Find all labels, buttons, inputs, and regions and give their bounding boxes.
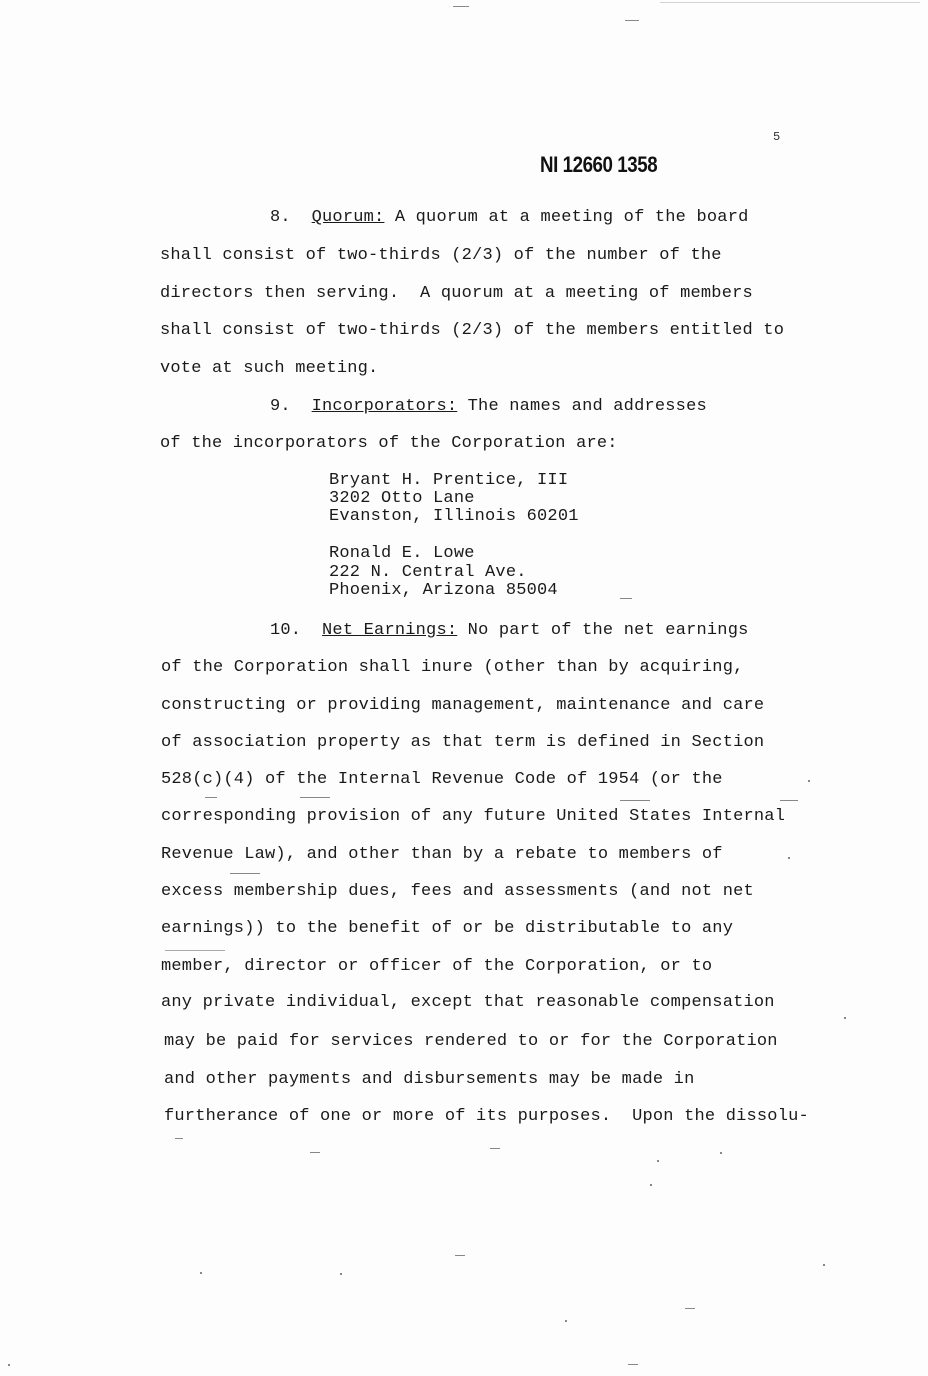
section-10-text-line: constructing or providing management, maintenance and care (161, 696, 765, 715)
scan-speck (340, 1273, 342, 1275)
scan-speck (490, 1148, 500, 1149)
scan-speck (175, 1138, 183, 1139)
section-10-text-line: furtherance of one or more of its purposes. Upon the dissolu- (164, 1107, 809, 1126)
scan-speck (565, 1320, 567, 1322)
section-8-first-line (270, 208, 749, 228)
section-9-text-line-2: of the incorporators of the Corporation are: (160, 434, 618, 453)
scan-speck (780, 800, 798, 801)
section-9-first-line (270, 397, 707, 417)
incorporator-1-street: 3202 Otto Lane (329, 489, 475, 508)
section-8-number: 8. (270, 208, 291, 227)
section-8-heading: Quorum: (311, 208, 385, 227)
section-9-heading: Incorporators: (311, 397, 458, 416)
scan-speck (788, 857, 790, 859)
section-10-text-line: may be paid for services rendered to or for the Corporation (164, 1032, 778, 1051)
section-10-text-line: of association property as that term is defined in Section (161, 733, 765, 752)
section-8-text-line-2: shall consist of two-thirds (2/3) of the number of the (160, 246, 722, 265)
scan-speck (453, 6, 469, 7)
section-10-number: 10. (270, 621, 302, 640)
scan-speck (620, 800, 650, 801)
scan-speck (823, 1264, 825, 1266)
scan-speck (625, 20, 639, 21)
section-9-number: 9. (270, 397, 291, 416)
section-10-text-line: excess membership dues, fees and assessments (and not net (161, 882, 754, 901)
incorporator-1-name: Bryant H. Prentice, III (329, 471, 569, 490)
scan-speck (685, 1308, 695, 1309)
scan-speck (455, 1255, 465, 1256)
section-10-text-line: corresponding provision of any future United States Internal (161, 807, 786, 826)
scan-speck (230, 873, 260, 874)
section-10-text-line: earnings)) to the benefit of or be distributable to any (161, 919, 734, 938)
scan-speck (720, 1152, 722, 1154)
scan-speck (620, 598, 632, 599)
incorporator-2-street: 222 N. Central Ave. (329, 563, 527, 582)
scan-speck (650, 1184, 652, 1186)
section-10-text-line: any private individual, except that reasonable compensation (161, 993, 775, 1012)
section-10-text-line: and other payments and disbursements may be made in (164, 1070, 695, 1089)
section-8-text-line-1: A quorum at a meeting of the board (384, 208, 749, 227)
scan-speck (300, 797, 330, 798)
incorporator-1-city: Evanston, Illinois 60201 (329, 507, 579, 526)
scan-speck (628, 1364, 638, 1365)
scan-speck (8, 1364, 10, 1366)
section-10-first-line (270, 621, 749, 641)
page-mark: 5 (773, 130, 781, 144)
incorporator-2-city: Phoenix, Arizona 85004 (329, 581, 558, 600)
scan-speck (205, 797, 217, 798)
section-10-text-line: Revenue Law), and other than by a rebate to members of (161, 845, 723, 864)
section-8-text-line-5: vote at such meeting. (160, 359, 379, 378)
section-10-text-line-1: No part of the net earnings (457, 621, 749, 640)
section-10-text-line: 528(c)(4) of the Internal Revenue Code of 1954 (or the (161, 770, 723, 789)
incorporator-2-name: Ronald E. Lowe (329, 544, 475, 563)
scan-speck (660, 2, 920, 3)
section-8-text-line-4: shall consist of two-thirds (2/3) of the members entitled to (160, 321, 785, 340)
section-10-text-line: of the Corporation shall inure (other than by acquiring, (161, 658, 744, 677)
document-number: NI 12660 1358 (540, 152, 658, 177)
scan-speck (310, 1152, 320, 1153)
section-10-heading: Net Earnings: (322, 621, 458, 640)
scan-speck (808, 780, 810, 782)
scan-speck (844, 1017, 846, 1019)
section-8-text-line-3: directors then serving. A quorum at a meeting of members (160, 284, 753, 303)
section-10-text-line: member, director or officer of the Corporation, or to (161, 957, 713, 976)
scan-speck (200, 1272, 202, 1274)
section-9-text-line-1: The names and addresses (457, 397, 707, 416)
scan-speck (165, 950, 225, 951)
scan-speck (657, 1160, 659, 1162)
